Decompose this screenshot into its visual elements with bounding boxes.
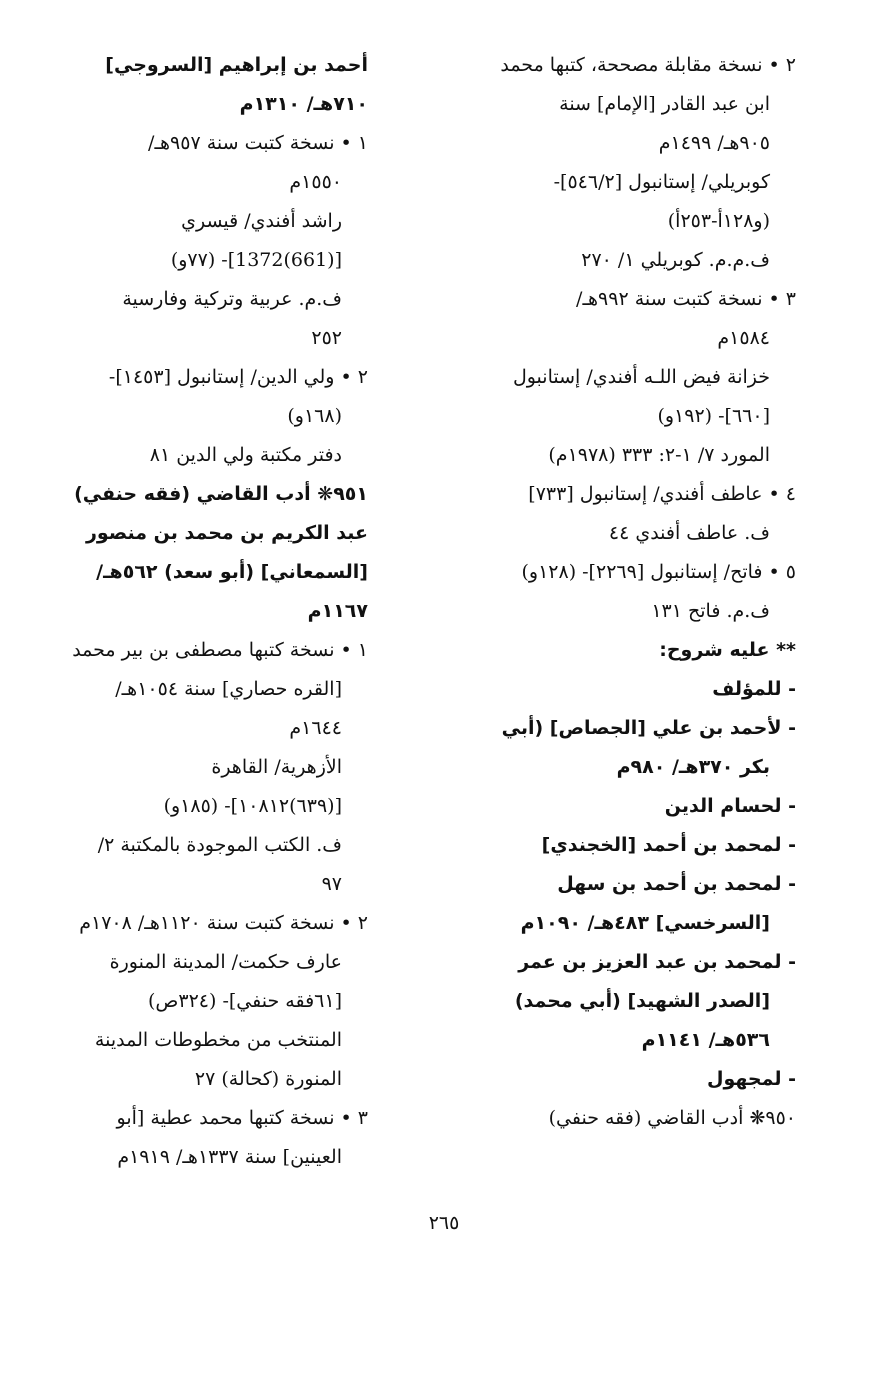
right-column-line: [٦٦٠]- (١٩٢و) (657, 405, 770, 427)
right-column-line: - لأحمد بن علي [الجصاص] (أبي (501, 717, 796, 739)
left-column-line: ٢ • نسخة كتبت سنة ١١٢٠هـ/ ١٧٠٨م (79, 912, 368, 934)
right-column-line: ٩٥٠❋ أدب القاضي (فقه حنفي) (548, 1107, 796, 1129)
right-column (444, 46, 796, 1138)
left-column-line: ٧١٠هـ/ ١٣١٠م (239, 93, 368, 115)
right-column-line: - لحسام الدين (664, 795, 796, 817)
left-column-line: المنتخب من مخطوطات المدينة (94, 1029, 342, 1051)
left-column-line: عبد الكريم بن محمد بن منصور (85, 522, 368, 544)
right-column-line: - لمحمد بن عبد العزيز بن عمر (518, 951, 796, 973)
right-column-line: - للمؤلف (712, 678, 796, 700)
left-column-line: المنورة (كحالة) ٢٧ (194, 1068, 342, 1090)
page-number: ٢٦٥ (428, 1212, 460, 1234)
left-column-line: [٦١فقه حنفي]- (٣٢٤ص) (148, 990, 342, 1012)
right-column-line: ف. عاطف أفندي ٤٤ (608, 522, 770, 544)
left-column-line: أحمد بن إبراهيم [السروجي] (105, 54, 368, 76)
left-column-line: ٣ • نسخة كتبها محمد عطية [أبو (116, 1107, 368, 1129)
right-column-line: كوبريلي/ إستانبول [٥٤٦/٢]- (553, 171, 770, 193)
left-column-line: العينين] سنة ١٣٣٧هـ/ ١٩١٩م (117, 1146, 342, 1168)
right-column-line: ** عليه شروح: (659, 639, 796, 661)
left-column-line: [السمعاني] (أبو سعد) ٥٦٢هـ/ (96, 561, 368, 583)
left-column-line: ف.م. عربية وتركية وفارسية (122, 288, 342, 310)
right-column-line: [الصدر الشهيد] (أبي محمد) (514, 990, 770, 1012)
right-column-line: ٥ • فاتح/ إستانبول [٢٢٦٩]- (١٢٨و) (521, 561, 796, 583)
right-column-line: بكر ٣٧٠هـ/ ٩٨٠م (616, 756, 770, 778)
right-column-line: ٣ • نسخة كتبت سنة ٩٩٢هـ/ (576, 288, 796, 310)
right-column-line: ٩٠٥هـ/ ١٤٩٩م (658, 132, 770, 154)
left-column-line: (١٦٨و) (287, 405, 342, 427)
right-column-line: ٢ • نسخة مقابلة مصححة، كتبها محمد (500, 54, 796, 76)
left-column-line: الأزهرية/ القاهرة (211, 756, 342, 778)
right-column-line: [السرخسي] ٤٨٣هـ/ ١٠٩٠م (520, 912, 770, 934)
right-column-line: - لمحمد بن أحمد [الخجندي] (541, 834, 796, 856)
left-column-line: ٢٥٢ (311, 327, 342, 349)
left-column-line: راشد أفندي/ قيسري (181, 210, 342, 232)
left-column-line: ١ • نسخة كتبت سنة ٩٥٧هـ/ (148, 132, 368, 154)
left-column-line: ف. الكتب الموجودة بالمكتبة ٢/ (97, 834, 342, 856)
left-column-line: دفتر مكتبة ولي الدين ٨١ (149, 444, 342, 466)
right-column-line: ٤ • عاطف أفندي/ إستانبول [٧٣٣] (528, 483, 796, 505)
right-column-line: ابن عبد القادر [الإمام] سنة (559, 93, 770, 115)
left-column-line: ١١٦٧م (307, 600, 368, 622)
left-column-line: ٢ • ولي الدين/ إستانبول [١٤٥٣]- (108, 366, 368, 388)
right-column-line: المورد ٧/ ١-٢: ٣٣٣ (١٩٧٨م) (548, 444, 770, 466)
left-column-line: [القره حصاري] سنة ١٠٥٤هـ/ (115, 678, 342, 700)
left-column-line: [(661)1372]- (٧٧و) (170, 249, 342, 271)
left-column-line: [(٦٣٩)١٠٨١٢]- (١٨٥و) (163, 795, 342, 817)
left-column-line: عارف حكمت/ المدينة المنورة (109, 951, 342, 973)
right-column-line: - لمجهول (706, 1068, 796, 1090)
left-column-line: ٩٥١❋ أدب القاضي (فقه حنفي) (74, 483, 368, 505)
left-column-line: ٩٧ (321, 873, 342, 895)
left-column-line: ١ • نسخة كتبها مصطفى بن بير محمد (72, 639, 368, 661)
right-column-line: ف.م.م. كوبريلي ١/ ٢٧٠ (581, 249, 770, 271)
right-column-line: ٥٣٦هـ/ ١١٤١م (641, 1029, 770, 1051)
left-column-line: ١٥٥٠م (289, 171, 342, 193)
left-column-line: ١٦٤٤م (289, 717, 342, 739)
left-column (42, 46, 368, 1177)
right-column-line: ف.م. فاتح ١٣١ (651, 600, 770, 622)
right-column-line: - لمحمد بن أحمد بن سهل (557, 873, 796, 895)
right-column-line: خزانة فيض اللـه أفندي/ إستانبول (512, 366, 770, 388)
right-column-line: ١٥٨٤م (717, 327, 770, 349)
right-column-line: (و١٢٨أ-٢٥٣أ) (667, 210, 770, 232)
